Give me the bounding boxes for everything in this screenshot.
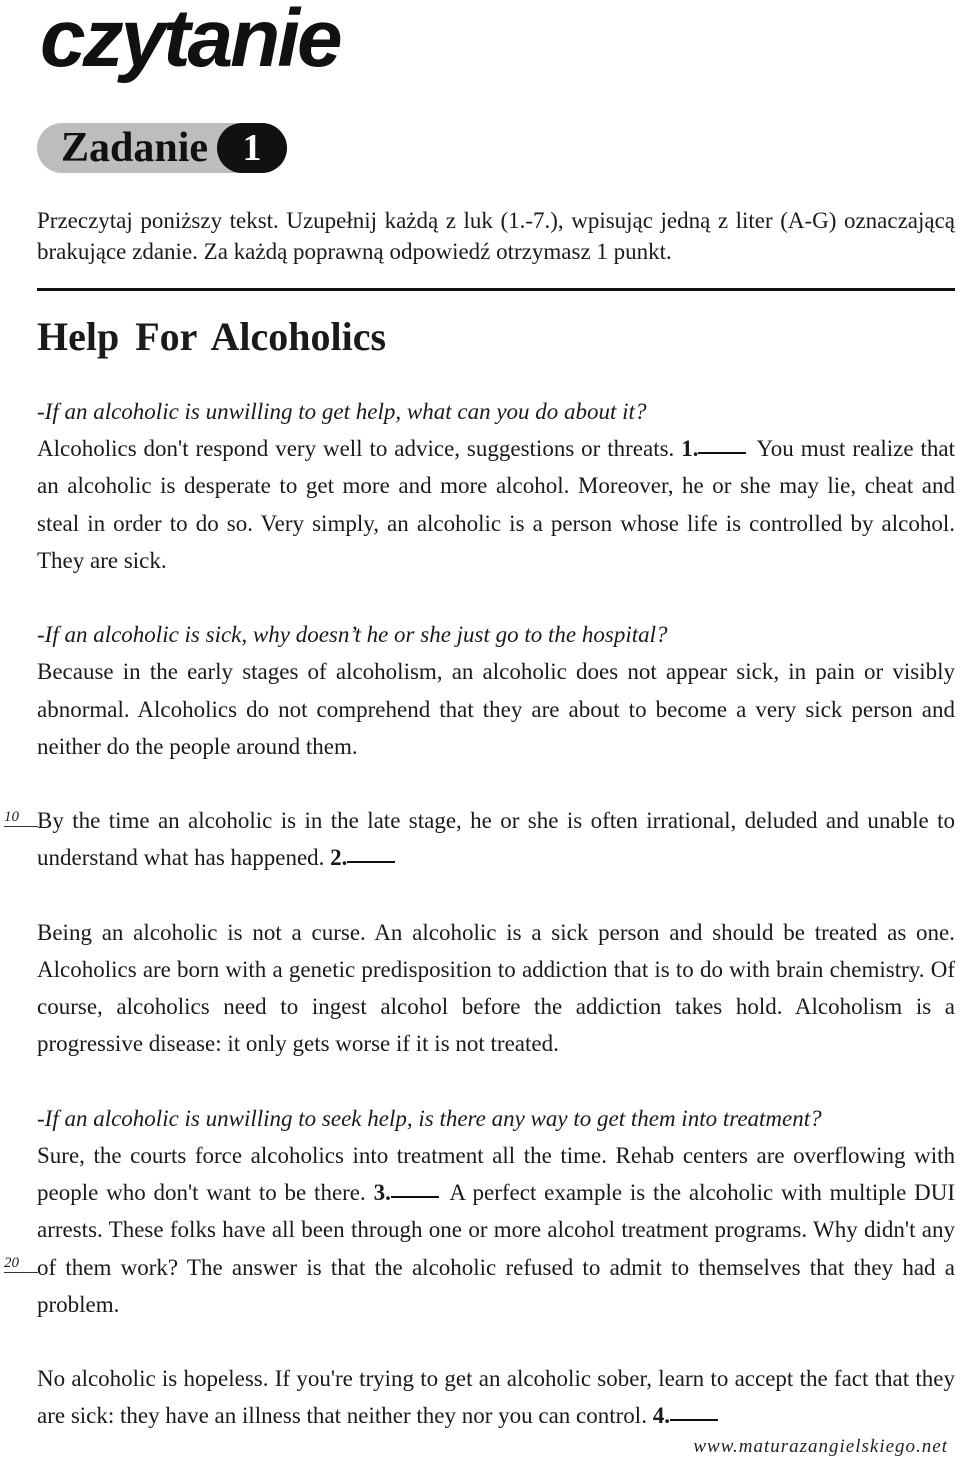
paragraph-4-text: Being an alcoholic is not a curse. An alcoholic is a sick person and should be treated as one. Alcoholics are born with a genetic predisposition to addiction that is to do with brain chemistry. Of course, alcoholics need to ingest alcohol before the addiction takes hold. Alcoholism is a progressive disease: it only gets worse if it is not treated. [37,919,955,1057]
question-2: -If an alcoholic is sick, why doesn’t he or she just go to the hospital? [37,622,668,648]
line-number-10: 10 [4,808,38,827]
article-body [37,393,955,1472]
task-number: 1 [217,123,287,173]
divider [37,288,955,291]
paragraph-3 [37,802,955,876]
paragraph-3-text-a: By the time an alcoholic is in the late stage, he or she is often irrational, deluded and unable to understand what has happened. [37,808,955,871]
gap-1-number: 1. [681,436,699,462]
paragraph-5-text-a: Sure, the courts force alcoholics into treatment all the time. Rehab centers are overflowing with people who don't want to be there. [37,1143,955,1206]
gap-3-blank[interactable] [391,1195,439,1198]
gap-2-blank[interactable] [347,860,395,863]
gap-4-blank[interactable] [670,1418,718,1421]
paragraph-6-text-a: No alcoholic is hopeless. If you're trying to get an alcoholic sober, learn to accept the fact that they are sick: they have an illness that neither they nor you can control. [37,1366,955,1429]
gap-2-number: 2. [330,845,348,871]
task-badge [37,123,287,173]
question-3: -If an alcoholic is unwilling to seek help, is there any way to get them into treatment? [37,1105,822,1131]
paragraph-4 [37,914,955,1063]
task-instructions: Przeczytaj poniższy tekst. Uzupełnij każdą z luk (1.-7.), wpisując jedną z liter (A-G) oznaczającą brakujące zdanie. Za każdą poprawną odpowiedź otrzymasz 1 punkt. [37,208,955,264]
paragraph-2-text: Because in the early stages of alcoholism, an alcoholic does not appear sick, in pain or visibly abnormal. Alcoholics do not comprehend that they are about to become a very sick person and neither do the people around them. [37,659,955,759]
line-number-20: 20 [4,1254,38,1273]
paragraph-1-text-a: Alcoholics don't respond very well to advice, suggestions or threats. [37,436,682,462]
paragraph-2 [37,616,955,765]
paragraph-1 [37,393,955,579]
gap-4-number: 4. [652,1403,670,1429]
task-label: Zadanie [61,125,209,171]
paragraph-5-text [37,1137,955,1323]
article-title: Help For Alcoholics [37,314,387,359]
section-title: czytanie [40,0,340,84]
question-1: -If an alcoholic is unwilling to get help, what can you do about it? [37,399,647,424]
paragraph-1-text [37,430,955,579]
footer-url: www.maturazangielskiego.net [693,1436,948,1457]
paragraph-5 [37,1100,955,1323]
gap-3-number: 3. [373,1180,391,1206]
paragraph-3-text [37,802,955,876]
paragraph-6-text [37,1360,955,1434]
paragraph-5-text-b: A perfect example is the alcoholic with multiple DUI arrests. These folks have all been through one or more alcohol treatment programs. Why didn't any of them work? The answer is that the alcoholic refused to admit to themselves that they had a problem. [37,1180,955,1317]
gap-1-blank[interactable] [698,451,746,454]
paragraph-1-text-b: You must realize that an alcoholic is desperate to get more and more alcohol. Moreover, he or she may lie, cheat and steal in order to do so. Very simply, an alcoholic is a person whose life is controlled by alcohol. They are sick. [37,436,955,573]
paragraph-6 [37,1360,955,1434]
